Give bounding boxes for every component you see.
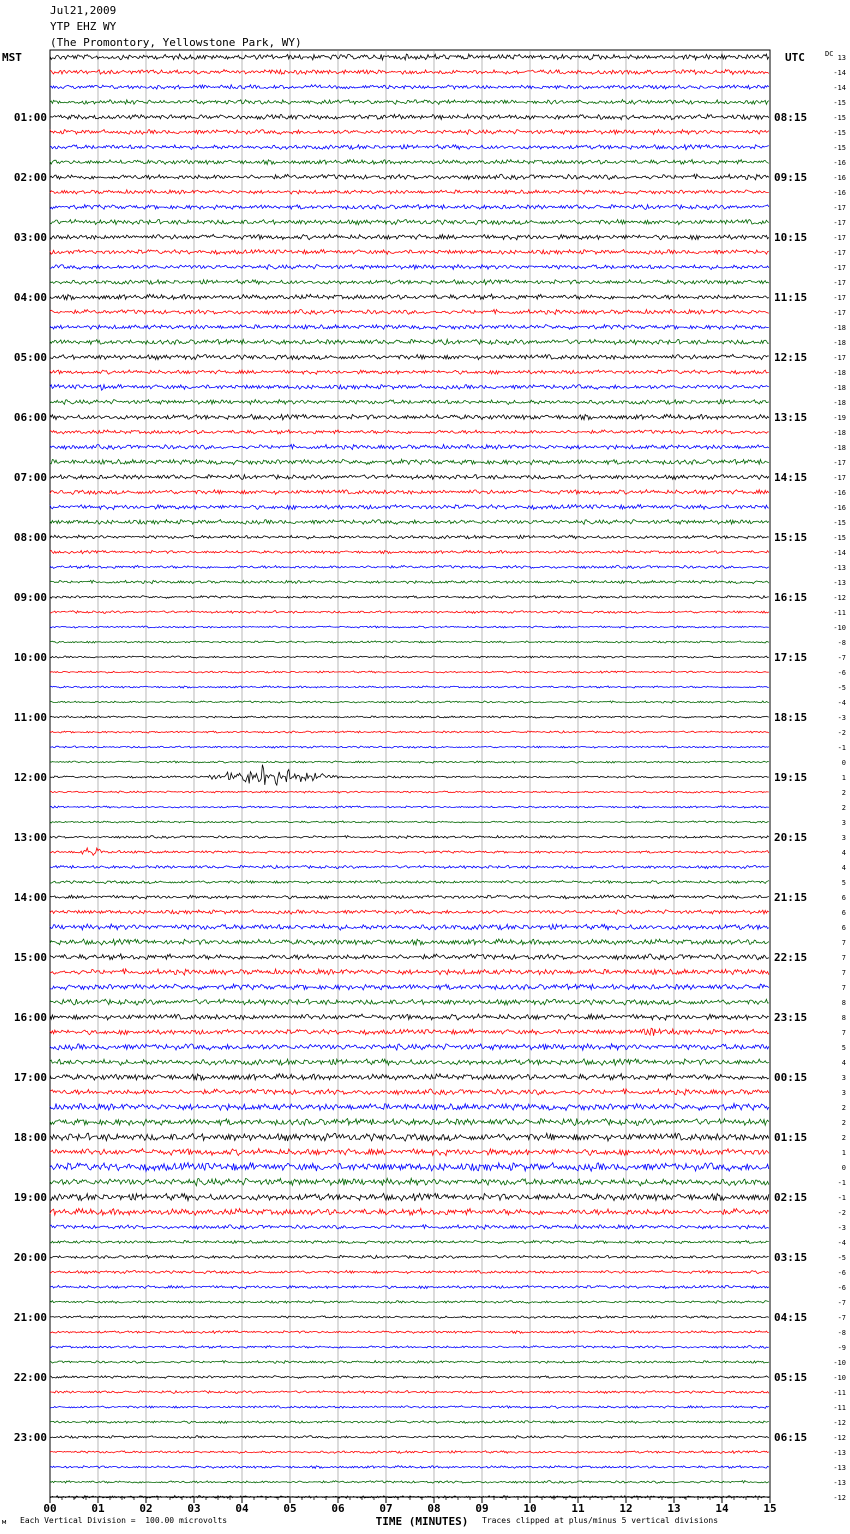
seismogram-trace [50, 370, 769, 374]
seismogram-trace [50, 954, 769, 960]
seismogram-trace [50, 806, 769, 808]
seismogram-trace [50, 114, 769, 119]
seismogram-trace [50, 1059, 769, 1066]
dc-offset-value: -6 [837, 1269, 846, 1277]
dc-offset-value: -8 [837, 639, 846, 647]
seismogram-trace [50, 1301, 769, 1304]
right-hour-label: 13:15 [774, 411, 808, 424]
dc-offset-value: -5 [837, 684, 846, 692]
dc-offset-value: -18 [833, 444, 846, 452]
seismogram-trace [50, 1346, 769, 1349]
dc-offset-value: 7 [841, 939, 846, 947]
seismogram-trace [50, 656, 769, 658]
dc-offset-value: 8 [841, 999, 846, 1007]
seismogram-trace [50, 939, 769, 945]
dc-offset-value: -17 [833, 234, 846, 242]
right-hour-label: 05:15 [774, 1371, 808, 1384]
seismogram-trace [50, 1028, 769, 1036]
dc-offset-value: 2 [841, 1104, 846, 1112]
seismogram-trace [50, 385, 769, 391]
dc-offset-value: -16 [833, 174, 846, 182]
dc-offset-value: -4 [837, 699, 846, 707]
dc-offset-value: -15 [833, 129, 846, 137]
seismogram-trace [50, 490, 769, 495]
scale-note: Each Vertical Division = 100.00 microvolts [20, 1516, 228, 1525]
dc-offset-value: -7 [837, 1314, 846, 1322]
seismogram-trace [50, 54, 769, 60]
seismogram-trace [50, 505, 769, 510]
seismogram-trace [50, 1270, 769, 1273]
dc-offset-value: -14 [833, 69, 846, 77]
dc-offset-value: 2 [841, 804, 846, 812]
seismogram-trace [50, 265, 769, 270]
seismogram-trace [50, 1481, 769, 1484]
seismogram-trace [50, 325, 769, 330]
seismogram-trace [50, 1240, 769, 1243]
dc-offset-value: -11 [833, 609, 846, 617]
seismogram-trace [50, 731, 769, 733]
seismogram-trace [50, 475, 769, 480]
dc-offset-value: -10 [833, 1374, 846, 1382]
dc-offset-value: 13 [837, 54, 846, 62]
dc-offset-value: 1 [841, 1149, 846, 1157]
dc-offset-value: 0 [841, 1164, 846, 1172]
station-code: YTP EHZ WY [50, 20, 117, 33]
dc-offset-value: 6 [841, 894, 846, 902]
right-hour-label: 03:15 [774, 1251, 808, 1264]
dc-offset-value: -15 [833, 534, 846, 542]
dc-offset-value: -17 [833, 279, 846, 287]
right-hour-label: 10:15 [774, 231, 808, 244]
seismogram-trace [50, 1014, 769, 1020]
dc-offset-value: -17 [833, 264, 846, 272]
left-hour-label: 16:00 [13, 1011, 47, 1024]
left-hour-label: 01:00 [13, 111, 47, 124]
right-hour-label: 02:15 [774, 1191, 808, 1204]
dc-offset-value: -10 [833, 1359, 846, 1367]
left-hour-label: 07:00 [13, 471, 47, 484]
seismogram-trace [50, 848, 769, 855]
x-tick-label: 13 [667, 1502, 681, 1515]
left-timezone-label: MST [2, 51, 22, 64]
seismogram-trace [50, 145, 769, 150]
dc-offset-value: -2 [837, 729, 846, 737]
dc-offset-value: -17 [833, 219, 846, 227]
dc-offset-value: -7 [837, 654, 846, 662]
right-hour-label: 18:15 [774, 711, 808, 724]
seismogram-trace [50, 130, 769, 135]
right-hour-label: 22:15 [774, 951, 808, 964]
seismogram-trace [50, 1044, 769, 1050]
left-hour-label: 17:00 [13, 1071, 47, 1084]
seismogram-trace [50, 1178, 769, 1186]
left-hour-label: 18:00 [13, 1131, 47, 1144]
seismogram-trace [50, 309, 769, 314]
clip-note: Traces clipped at plus/minus 5 vertical divisions [482, 1516, 719, 1525]
seismogram-trace [50, 250, 769, 255]
dc-offset-value: -13 [833, 1464, 846, 1472]
seismogram-trace [50, 865, 769, 868]
seismogram-trace [50, 1208, 769, 1215]
dc-offset-value: 4 [841, 864, 846, 872]
dc-offset-header: DC [825, 50, 834, 58]
seismogram-trace [50, 430, 769, 434]
seismogram-trace [50, 190, 769, 194]
dc-offset-value: -8 [837, 1329, 846, 1337]
dc-offset-value: -18 [833, 369, 846, 377]
seismogram-trace [50, 444, 769, 449]
dc-offset-value: -14 [833, 549, 846, 557]
right-hour-label: 11:15 [774, 291, 808, 304]
right-hour-label: 16:15 [774, 591, 808, 604]
left-hour-label: 09:00 [13, 591, 47, 604]
seismogram-trace [50, 999, 769, 1005]
seismogram-trace [50, 596, 769, 599]
x-tick-label: 06 [331, 1502, 345, 1515]
dc-offset-value: -3 [837, 1224, 846, 1232]
dc-offset-value: -6 [837, 1284, 846, 1292]
dc-offset-value: -3 [837, 714, 846, 722]
left-hour-label: 22:00 [13, 1371, 47, 1384]
dc-offset-value: 2 [841, 789, 846, 797]
dc-offset-value: -15 [833, 519, 846, 527]
dc-offset-value: 2 [841, 1134, 846, 1142]
right-hour-label: 04:15 [774, 1311, 808, 1324]
x-tick-label: 03 [187, 1502, 201, 1515]
dc-offset-value: 7 [841, 1029, 846, 1037]
x-tick-label: 05 [283, 1502, 297, 1515]
seismogram-trace [50, 1089, 769, 1095]
x-tick-label: 04 [235, 1502, 249, 1515]
x-tick-label: 08 [427, 1502, 441, 1515]
seismogram-trace [50, 400, 769, 405]
seismogram-trace [50, 339, 769, 344]
dc-offset-value: -2 [837, 1209, 846, 1217]
dc-offset-value: 5 [841, 879, 846, 887]
x-tick-label: 11 [571, 1502, 585, 1515]
dc-offset-value: -6 [837, 669, 846, 677]
left-hour-label: 20:00 [13, 1251, 47, 1264]
x-axis-label: TIME (MINUTES) [375, 1515, 469, 1528]
left-hour-label: 14:00 [13, 891, 47, 904]
seismogram-trace [50, 746, 769, 748]
seismogram-trace [50, 761, 769, 763]
dc-offset-value: -16 [833, 489, 846, 497]
dc-offset-value: -9 [837, 1344, 846, 1352]
dc-offset-value: 4 [841, 849, 846, 857]
left-hour-label: 05:00 [13, 351, 47, 364]
dc-offset-value: 7 [841, 969, 846, 977]
dc-offset-value: -17 [833, 249, 846, 257]
seismogram-trace [50, 174, 769, 180]
corner-mark: м [2, 1518, 7, 1526]
right-hour-label: 15:15 [774, 531, 808, 544]
left-hour-label: 21:00 [13, 1311, 47, 1324]
dc-offset-value: 3 [841, 1074, 846, 1082]
seismogram-trace [50, 880, 769, 883]
dc-offset-value: -17 [833, 309, 846, 317]
dc-offset-value: -11 [833, 1404, 846, 1412]
dc-offset-value: 6 [841, 909, 846, 917]
dc-offset-value: -16 [833, 504, 846, 512]
dc-offset-value: -4 [837, 1239, 846, 1247]
x-tick-label: 07 [379, 1502, 393, 1515]
seismogram-trace [50, 294, 769, 300]
dc-offset-value: 0 [841, 759, 846, 767]
seismogram-trace [50, 234, 769, 239]
seismogram-trace [50, 969, 769, 975]
seismogram-trace [50, 1391, 769, 1394]
dc-offset-value: -12 [833, 594, 846, 602]
right-hour-label: 17:15 [774, 651, 808, 664]
seismogram-trace [50, 611, 769, 614]
seismogram-trace [50, 1316, 769, 1319]
dc-offset-value: -13 [833, 579, 846, 587]
dc-offset-value: 4 [841, 1059, 846, 1067]
right-hour-label: 19:15 [774, 771, 808, 784]
seismogram-trace [50, 565, 769, 568]
x-tick-label: 14 [715, 1502, 729, 1515]
dc-offset-value: -15 [833, 144, 846, 152]
left-hour-label: 06:00 [13, 411, 47, 424]
dc-offset-value: -10 [833, 624, 846, 632]
left-hour-label: 11:00 [13, 711, 47, 724]
x-tick-label: 15 [763, 1502, 777, 1515]
dc-offset-value: -17 [833, 459, 846, 467]
seismogram-trace [50, 1361, 769, 1364]
seismogram-trace [50, 459, 769, 464]
seismogram-trace [50, 1193, 769, 1201]
dc-offset-value: 3 [841, 819, 846, 827]
record-date: Jul21,2009 [50, 4, 117, 17]
seismogram-trace [50, 414, 769, 420]
seismogram-trace [50, 1466, 769, 1469]
seismogram-trace [50, 550, 769, 553]
seismogram-trace [50, 1436, 769, 1439]
dc-offset-value: 1 [841, 774, 846, 782]
dc-offset-value: -18 [833, 384, 846, 392]
seismogram-trace [50, 821, 769, 823]
dc-offset-value: -12 [833, 1494, 846, 1502]
left-hour-label: 10:00 [13, 651, 47, 664]
right-hour-label: 14:15 [774, 471, 808, 484]
seismogram-trace [50, 1104, 769, 1111]
dc-offset-value: -18 [833, 324, 846, 332]
seismogram-trace [50, 895, 769, 899]
seismogram-trace [50, 1255, 769, 1258]
seismogram-trace [50, 100, 769, 105]
left-hour-label: 08:00 [13, 531, 47, 544]
seismogram-trace [50, 765, 769, 786]
dc-offset-value: -18 [833, 399, 846, 407]
dc-offset-value: 5 [841, 1044, 846, 1052]
dc-offset-value: 8 [841, 1014, 846, 1022]
seismogram-trace [50, 520, 769, 525]
seismogram-trace [50, 836, 769, 839]
right-hour-label: 12:15 [774, 351, 808, 364]
seismogram-trace [50, 1376, 769, 1379]
dc-offset-value: -17 [833, 204, 846, 212]
dc-offset-value: -16 [833, 189, 846, 197]
seismogram-trace [50, 716, 769, 718]
seismogram-trace [50, 1451, 769, 1454]
x-tick-label: 00 [43, 1502, 57, 1515]
right-hour-label: 23:15 [774, 1011, 808, 1024]
x-tick-label: 02 [139, 1502, 153, 1515]
dc-offset-value: -14 [833, 84, 846, 92]
dc-offset-value: -19 [833, 414, 846, 422]
seismogram-trace [50, 219, 769, 224]
seismogram-trace [50, 701, 769, 703]
seismogram-trace [50, 205, 769, 210]
right-hour-label: 08:15 [774, 111, 808, 124]
dc-offset-value: -17 [833, 474, 846, 482]
x-tick-label: 10 [523, 1502, 537, 1515]
seismogram-trace [50, 1149, 769, 1156]
seismogram-trace [50, 85, 769, 89]
right-hour-label: 09:15 [774, 171, 808, 184]
dc-offset-value: -17 [833, 294, 846, 302]
dc-offset-value: -12 [833, 1419, 846, 1427]
seismogram-trace [50, 1133, 769, 1141]
left-hour-label: 13:00 [13, 831, 47, 844]
seismogram-trace [50, 671, 769, 673]
left-hour-label: 19:00 [13, 1191, 47, 1204]
dc-offset-value: -5 [837, 1254, 846, 1262]
x-tick-label: 01 [91, 1502, 105, 1515]
seismogram-trace [50, 1421, 769, 1424]
seismogram-trace [50, 791, 769, 793]
dc-offset-value: -1 [837, 1194, 846, 1202]
seismogram-trace [50, 354, 769, 359]
dc-offset-value: -16 [833, 159, 846, 167]
seismogram-trace [50, 580, 769, 583]
dc-offset-value: -18 [833, 339, 846, 347]
seismogram-trace [50, 626, 769, 628]
seismogram-trace [50, 910, 769, 914]
x-tick-label: 12 [619, 1502, 633, 1515]
left-hour-label: 03:00 [13, 231, 47, 244]
dc-offset-value: 3 [841, 834, 846, 842]
dc-offset-value: -13 [833, 1479, 846, 1487]
left-hour-label: 04:00 [13, 291, 47, 304]
dc-offset-value: 7 [841, 984, 846, 992]
dc-offset-value: 3 [841, 1089, 846, 1097]
seismogram-trace [50, 1406, 769, 1409]
dc-offset-value: -12 [833, 1434, 846, 1442]
dc-offset-value: 2 [841, 1119, 846, 1127]
dc-offset-value: -1 [837, 1179, 846, 1187]
left-hour-label: 15:00 [13, 951, 47, 964]
dc-offset-value: -11 [833, 1389, 846, 1397]
dc-offset-value: -13 [833, 1449, 846, 1457]
seismogram-trace [50, 1163, 769, 1172]
dc-offset-value: -7 [837, 1299, 846, 1307]
seismogram-trace [50, 160, 769, 165]
left-hour-label: 02:00 [13, 171, 47, 184]
dc-offset-value: -13 [833, 564, 846, 572]
seismogram-trace [50, 1119, 769, 1126]
right-hour-label: 21:15 [774, 891, 808, 904]
left-hour-label: 12:00 [13, 771, 47, 784]
seismogram-trace [50, 1285, 769, 1288]
left-hour-label: 23:00 [13, 1431, 47, 1444]
seismogram-trace [50, 686, 769, 688]
dc-offset-value: -15 [833, 99, 846, 107]
dc-offset-value: 7 [841, 954, 846, 962]
seismogram-trace [50, 1225, 769, 1230]
dc-offset-value: 6 [841, 924, 846, 932]
x-tick-label: 09 [475, 1502, 489, 1515]
right-timezone-label: UTC [785, 51, 805, 64]
seismogram-trace [50, 924, 769, 930]
seismogram-trace [50, 1331, 769, 1334]
seismogram-trace [50, 984, 769, 990]
seismogram-trace [50, 641, 769, 643]
right-hour-label: 06:15 [774, 1431, 808, 1444]
seismogram-trace [50, 70, 769, 75]
right-hour-label: 01:15 [774, 1131, 808, 1144]
seismogram-trace [50, 280, 769, 285]
dc-offset-value: -1 [837, 744, 846, 752]
station-location: (The Promontory, Yellowstone Park, WY) [50, 36, 302, 49]
dc-offset-value: -15 [833, 114, 846, 122]
dc-offset-value: -17 [833, 354, 846, 362]
right-hour-label: 20:15 [774, 831, 808, 844]
right-hour-label: 00:15 [774, 1071, 808, 1084]
seismogram-trace [50, 1074, 769, 1081]
seismogram-trace [50, 535, 769, 539]
dc-offset-value: -18 [833, 429, 846, 437]
